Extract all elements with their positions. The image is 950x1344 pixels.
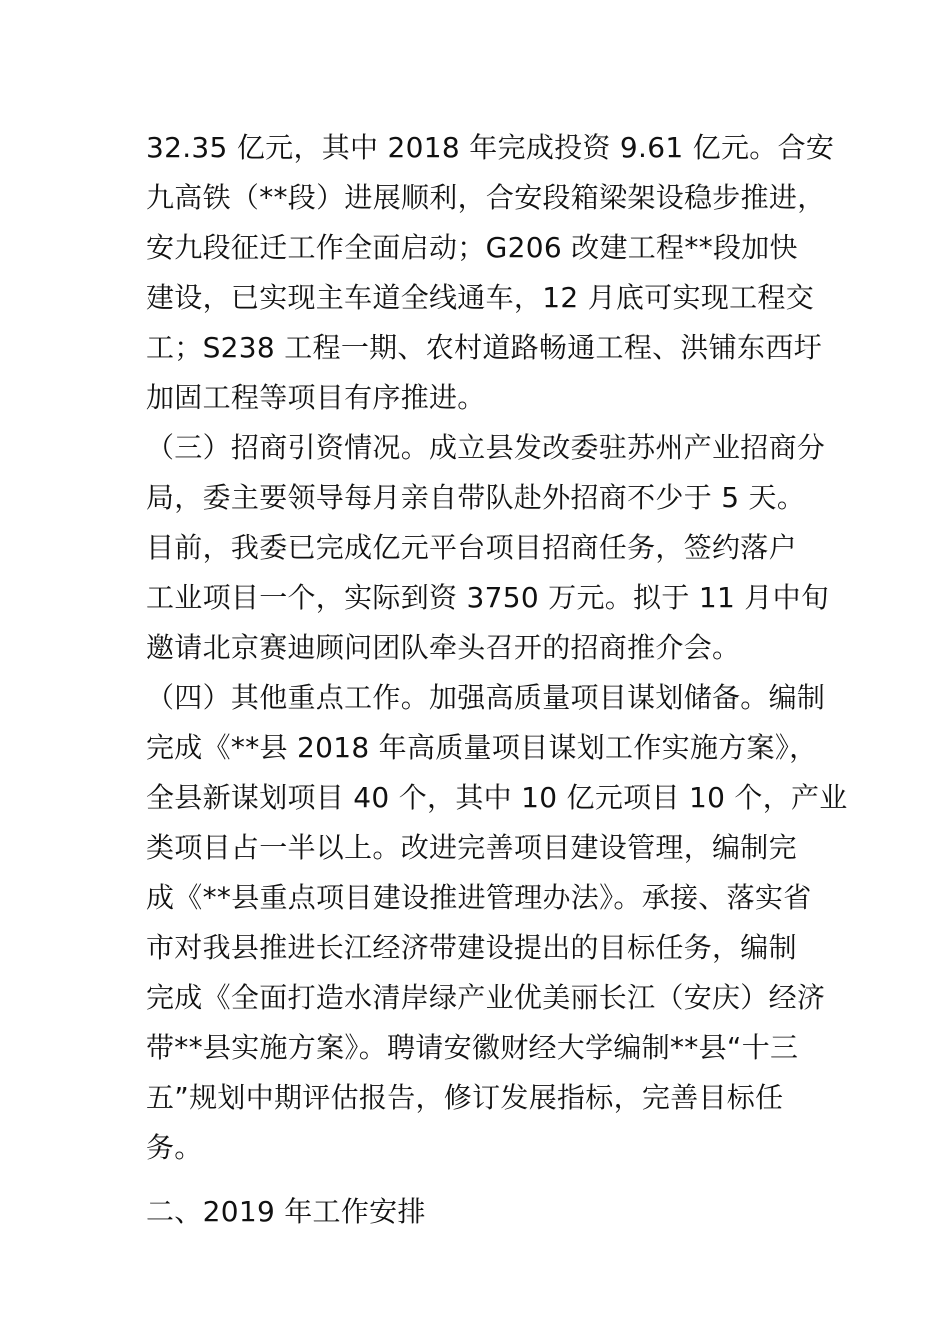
text-line: 成《**县重点项目建设推进管理办法》。承接、落实省 [146, 881, 812, 914]
text-line: 务。 [146, 1131, 203, 1164]
paragraph-investment-attraction [146, 423, 830, 673]
section-heading: 二、2019 年工作安排 [146, 1195, 426, 1228]
text-line: 完成《全面打造水清岸绿产业优美丽长江（安庆）经济 [146, 981, 826, 1014]
text-line: 加固工程等项目有序推进。 [146, 381, 486, 414]
text-line: 市对我县推进长江经济带建设提出的目标任务，编制 [146, 931, 797, 964]
text-line: 建设，已实现主车道全线通车，12 月底可实现工程交 [146, 281, 815, 314]
text-line: 安九段征迁工作全面启动；G206 改建工程**段加快 [146, 231, 798, 264]
paragraph-investment-progress [146, 123, 835, 423]
text-line: 五”规划中期评估报告，修订发展指标，完善目标任 [146, 1081, 784, 1114]
text-line: 32.35 亿元，其中 2018 年完成投资 9.61 亿元。合安 [146, 131, 835, 164]
paragraph-other-key-work [146, 673, 848, 1173]
text-line: 完成《**县 2018 年高质量项目谋划工作实施方案》， [146, 731, 818, 764]
text-line: （四）其他重点工作。加强高质量项目谋划储备。编制 [146, 681, 826, 714]
text-line: 工业项目一个，实际到资 3750 万元。拟于 11 月中旬 [146, 581, 830, 614]
text-line: 带**县实施方案》。聘请安徽财经大学编制**县“十三 [146, 1031, 799, 1064]
text-line: 工；S238 工程一期、农村道路畅通工程、洪铺东西圩 [146, 331, 822, 364]
text-line: 目前，我委已完成亿元平台项目招商任务，签约落户 [146, 531, 797, 564]
text-line: 类项目占一半以上。改进完善项目建设管理，编制完 [146, 831, 797, 864]
document-body [146, 123, 848, 1237]
text-line: 局，委主要领导每月亲自带队赴外招商不少于 5 天。 [146, 481, 806, 514]
text-line: 邀请北京赛迪顾问团队牵头召开的招商推介会。 [146, 631, 741, 664]
text-line: （三）招商引资情况。成立县发改委驻苏州产业招商分 [146, 431, 826, 464]
text-line: 九高铁（**段）进展顺利，合安段箱梁架设稳步推进， [146, 181, 826, 214]
text-line: 全县新谋划项目 40 个，其中 10 亿元项目 10 个，产业 [146, 781, 848, 814]
